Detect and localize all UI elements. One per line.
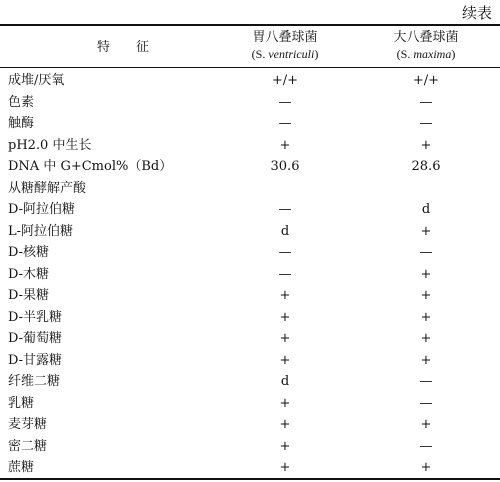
s-ventriculi-cell: —: [278, 202, 292, 217]
table-row: [0, 371, 500, 393]
table-row: [0, 285, 500, 307]
s-ventriculi-cell: +: [279, 137, 291, 153]
s-ventriculi-cell: +: [279, 438, 291, 454]
s-ventriculi-cell: +/+: [271, 73, 299, 88]
s-maxima-cell: +: [420, 352, 432, 368]
header-col1-latin-species: ventriculi: [268, 47, 315, 61]
header-col2-name: 大八叠球菌: [393, 30, 459, 45]
table-row: [0, 113, 500, 135]
table-row: [0, 221, 500, 243]
feature-cell: 触酶: [8, 116, 35, 131]
s-maxima-cell: —: [419, 374, 433, 389]
header-rule: [0, 67, 500, 68]
feature-cell: L-阿拉伯糖: [8, 223, 74, 239]
s-ventriculi-cell: +: [279, 288, 291, 303]
header-feature: 特 征: [96, 40, 149, 55]
s-ventriculi-cell: +: [279, 331, 291, 346]
s-maxima-cell: +: [420, 460, 432, 475]
s-maxima-cell: +: [420, 266, 432, 282]
table-row: [0, 135, 500, 157]
table-row: [0, 457, 500, 479]
s-ventriculi-cell: —: [278, 245, 292, 260]
s-maxima-cell: 28.6: [411, 159, 441, 174]
table-row: [0, 156, 500, 178]
s-maxima-cell: d: [421, 202, 431, 217]
feature-cell: 麦芽糖: [8, 417, 48, 432]
s-maxima-cell: —: [419, 94, 433, 110]
header-col2-latin-prefix: (S.: [396, 47, 411, 61]
s-ventriculi-cell: +: [279, 309, 291, 325]
table-row: [0, 92, 500, 114]
header-col2-latin-species: maxima: [413, 47, 452, 61]
table-row: [0, 242, 500, 264]
feature-cell: D-甘露糖: [8, 352, 63, 368]
feature-cell: 密二糖: [8, 438, 48, 454]
table-row: [0, 436, 500, 458]
feature-cell: 色素: [8, 94, 35, 110]
feature-cell: D-果糖: [8, 288, 50, 303]
table-row: [0, 350, 500, 372]
s-maxima-cell: +: [420, 417, 432, 432]
table-row: [0, 70, 500, 92]
s-maxima-cell: +: [420, 309, 432, 325]
header-col1: [215, 30, 355, 62]
table-continued-caption: 续表: [461, 4, 492, 22]
table-row: [0, 414, 500, 436]
s-maxima-cell: +: [420, 331, 432, 346]
header-col1-latin-prefix: (S.: [251, 47, 266, 61]
header-col2: [356, 30, 496, 62]
s-ventriculi-cell: —: [278, 94, 292, 110]
header-col1-latin: [215, 46, 355, 62]
top-rule: [0, 24, 500, 26]
feature-cell: pH2.0 中生长: [8, 137, 92, 153]
s-maxima-cell: +: [420, 288, 432, 303]
s-ventriculi-cell: 30.6: [270, 159, 300, 174]
s-maxima-cell: —: [419, 116, 433, 131]
feature-cell: D-核糖: [8, 245, 50, 260]
s-ventriculi-cell: d: [280, 223, 290, 239]
header-col2-latin: [356, 46, 496, 62]
s-ventriculi-cell: +: [279, 395, 291, 411]
feature-cell: D-木糖: [8, 266, 50, 282]
s-maxima-cell: +: [420, 223, 432, 239]
table-row: [0, 264, 500, 286]
s-ventriculi-cell: +: [279, 352, 291, 368]
s-maxima-cell: —: [419, 395, 433, 411]
table-row: [0, 178, 500, 200]
feature-cell: 蔗糖: [8, 460, 35, 475]
s-maxima-cell: +: [420, 137, 432, 153]
table-row: [0, 393, 500, 415]
header-col1-latin-suffix: ): [314, 47, 319, 61]
s-ventriculi-cell: —: [278, 116, 292, 131]
header-col2-latin-suffix: ): [451, 47, 456, 61]
table-row: [0, 307, 500, 329]
s-maxima-cell: —: [419, 438, 433, 454]
feature-cell: 成堆/厌氧: [8, 73, 65, 88]
feature-cell: 乳糖: [8, 395, 35, 411]
s-ventriculi-cell: —: [278, 266, 292, 282]
s-maxima-cell: +/+: [412, 73, 440, 88]
feature-cell: D-葡萄糖: [8, 331, 63, 346]
s-ventriculi-cell: d: [280, 374, 290, 389]
bottom-rule: [0, 478, 500, 480]
s-ventriculi-cell: +: [279, 460, 291, 475]
header-col1-name: 胃八叠球菌: [252, 30, 318, 45]
feature-cell: 从糖酵解产酸: [8, 180, 87, 196]
feature-cell: D-半乳糖: [8, 309, 63, 325]
feature-cell: D-阿拉伯糖: [8, 202, 76, 217]
s-maxima-cell: —: [419, 245, 433, 260]
feature-cell: 纤维二糖: [8, 374, 61, 389]
table-row: [0, 328, 500, 350]
feature-cell: DNA 中 G+Cmol%（Bd）: [8, 159, 173, 174]
table-row: [0, 199, 500, 221]
s-ventriculi-cell: +: [279, 417, 291, 432]
